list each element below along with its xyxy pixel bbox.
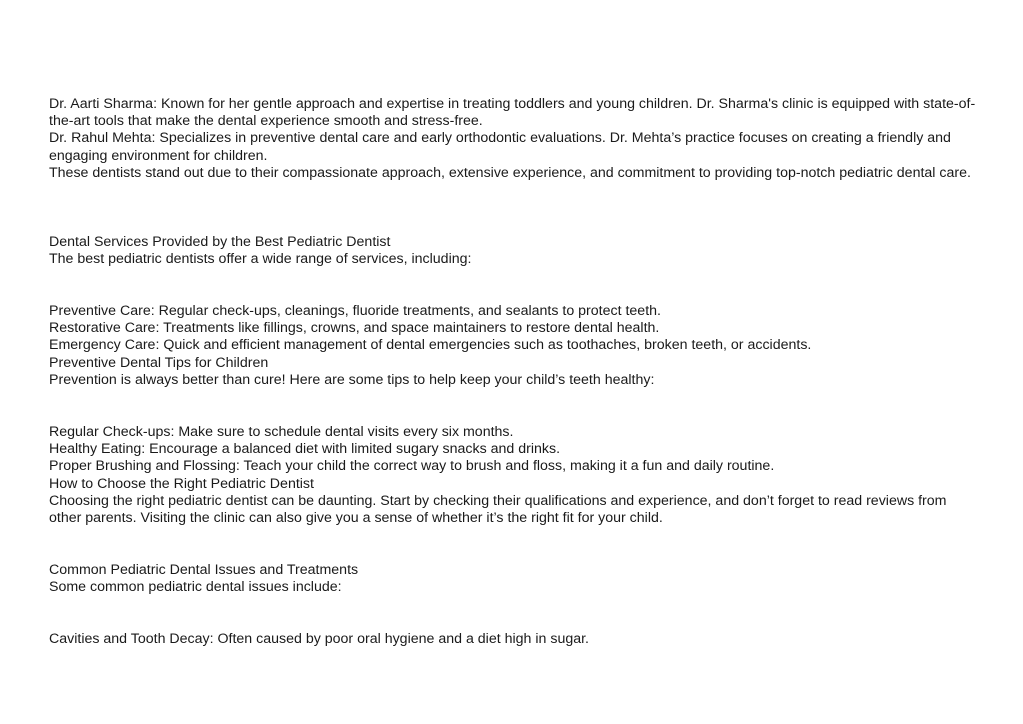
choosing-body: Choosing the right pediatric dentist can be daunting. Start by checking their qualifications and experience, and don’t forget to read reviews from other parents. Visiting the clinic can also give you a sense of whether it’s the right fit for your child.: [49, 492, 947, 527]
dentists-summary: These dentists stand out due to their compassionate approach, extensive experience, and commitment to providing top-notch pediatric dental care.: [49, 164, 971, 181]
issues-heading: Common Pediatric Dental Issues and Treatments: [49, 562, 359, 578]
services-section: [49, 234, 979, 268]
choosing-heading: How to Choose the Right Pediatric Dentist: [49, 475, 314, 492]
dentist-paragraph-sharma: Dr. Aarti Sharma: Known for her gentle approach and expertise in treating toddlers and young children. Dr. Sharma's clinic is equipped with state-of-the-art tools that make the dental experience smooth and stress-free.: [49, 96, 976, 130]
tips-list: [49, 424, 979, 527]
services-heading: Dental Services Provided by the Best Pediatric Dentist: [49, 234, 391, 250]
issues-section: [49, 562, 979, 596]
list-item: Healthy Eating: Encourage a balanced diet with limited sugary snacks and drinks.: [49, 441, 561, 458]
dentists-section: [49, 96, 979, 182]
dentist-paragraph-mehta: Dr. Rahul Mehta: Specializes in preventive dental care and early orthodontic evaluations. Dr. Mehta’s practice focuses on creating a friendly and engaging environment for children.: [49, 130, 951, 164]
tips-intro: Prevention is always better than cure! Here are some tips to help keep your child’s teeth healthy:: [49, 371, 655, 388]
list-item: Regular Check-ups: Make sure to schedule dental visits every six months.: [49, 424, 514, 440]
services-intro: The best pediatric dentists offer a wide range of services, including:: [49, 251, 472, 268]
list-item: Proper Brushing and Flossing: Teach your child the correct way to brush and floss, making it a fun and daily routine.: [49, 458, 775, 475]
list-item: Preventive Care: Regular check-ups, cleanings, fluoride treatments, and sealants to protect teeth.: [49, 303, 661, 319]
tips-heading: Preventive Dental Tips for Children: [49, 354, 269, 371]
issues-list: [49, 631, 979, 648]
issues-intro: Some common pediatric dental issues include:: [49, 579, 342, 596]
list-item: Restorative Care: Treatments like fillings, crowns, and space maintainers to restore dental health.: [49, 320, 660, 337]
list-item: Cavities and Tooth Decay: Often caused by poor oral hygiene and a diet high in sugar.: [49, 631, 589, 647]
list-item: Emergency Care: Quick and efficient management of dental emergencies such as toothaches, broken teeth, or accidents.: [49, 337, 812, 354]
services-list: [49, 303, 979, 389]
